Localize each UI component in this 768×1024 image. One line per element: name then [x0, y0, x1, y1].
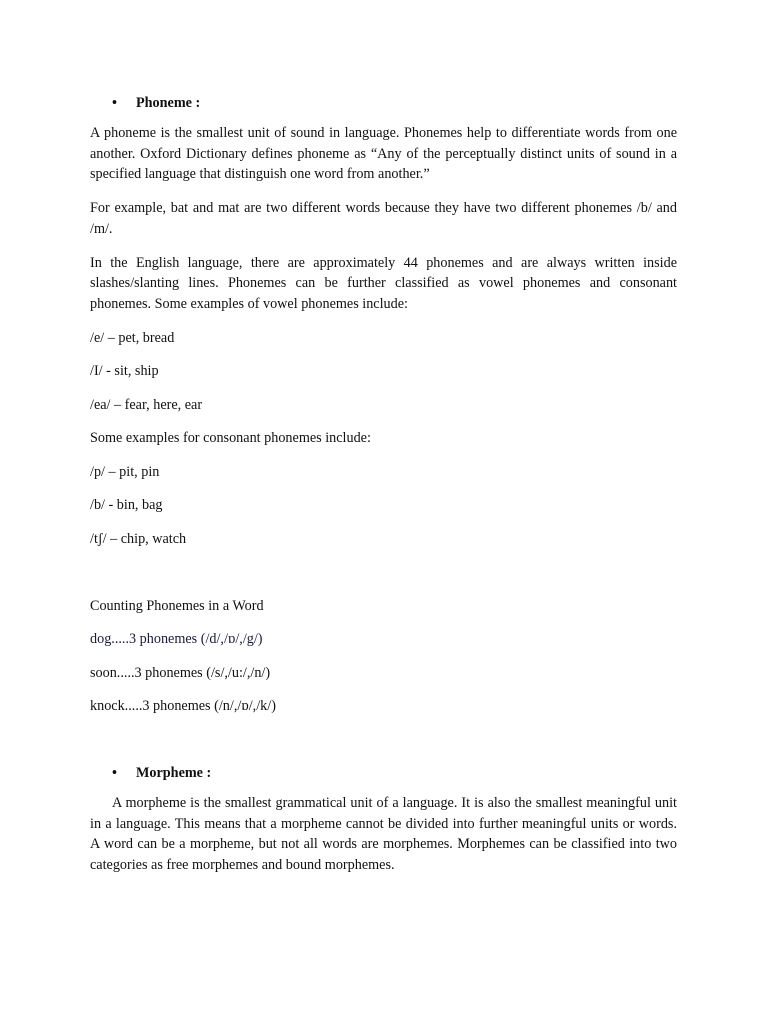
consonant-intro: Some examples for consonant phonemes include:: [90, 430, 371, 446]
morpheme-title: Morpheme :: [136, 765, 212, 781]
counting-example-item: dog.....3 phonemes (/d/,/ɒ/,/g/): [90, 631, 263, 647]
consonant-example-item: /b/ - bin, bag: [90, 497, 163, 513]
phoneme-heading: [112, 93, 677, 113]
document-body: [90, 93, 677, 889]
phoneme-example-paragraph: For example, bat and mat are two different words because they have two different phonemes /b/ and /m/.: [90, 200, 677, 237]
bullet-icon: •: [112, 95, 117, 111]
phoneme-title: Phoneme :: [136, 95, 201, 111]
vowel-example-item: /ea/ – fear, here, ear: [90, 396, 203, 413]
bullet-icon: •: [112, 765, 117, 781]
vowel-example-item: /e/ – pet, bread: [90, 329, 175, 346]
counting-example-item: soon.....3 phonemes (/s/,/u:/,/n/): [90, 664, 271, 681]
morpheme-definition-paragraph: A morpheme is the smallest grammatical unit of a language. It is also the smallest meaningful unit in a language. This means that a morpheme cannot be divided into further meaningful units or words. A word can be a morpheme, but not all words are morphemes. Morphemes can be classified into two categories as free morphemes and bound morphemes.: [90, 795, 677, 873]
consonant-example-item: /tʃ/ – chip, watch: [90, 530, 187, 547]
consonant-example-item: /p/ – pit, pin: [90, 463, 160, 480]
counting-title: Counting Phonemes in a Word: [90, 597, 264, 614]
phoneme-definition-paragraph: A phoneme is the smallest unit of sound in language. Phonemes help to differentiate words from one another. Oxford Dictionary defines phoneme as “Any of the perceptually distinct units of sound in a specified language that distinguish one word from another.”: [90, 125, 677, 182]
phoneme-classification-paragraph: In the English language, there are approximately 44 phonemes and are always written inside slashes/slanting lines. Phonemes can be further classified as vowel phonemes and consonant phonemes. Some examples of vowel phonemes include:: [90, 254, 677, 312]
counting-example-item: knock.....3 phonemes (/n/,/ɒ/,/k/): [90, 698, 276, 714]
morpheme-heading: [112, 763, 677, 783]
vowel-example-item: /I/ - sit, ship: [90, 363, 159, 379]
